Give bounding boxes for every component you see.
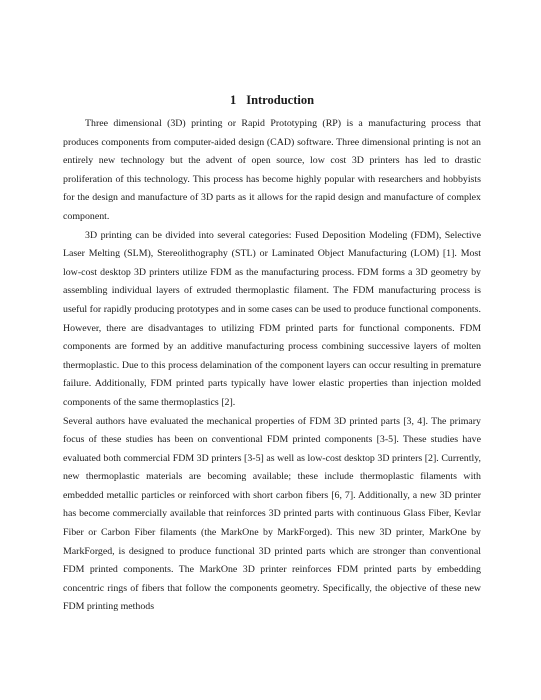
section-title: Introduction [246,93,315,107]
paper-page [63,92,481,617]
section-number: 1 [229,93,237,107]
paragraph-intro: Three dimensional (3D) printing or Rapid Prototyping (RP) is a manufacturing process that produces components from computer-aided design (CAD) software. Three dimensional printing is not an entirely new technology but the advent of open source, low cost 3D printers has led to drastic proliferation of this technology. This process has become highly popular with researchers and hobbyists for the design and manufacture of 3D parts as it allows for the rapid design and manufacture of complex component. [63,118,481,222]
section-heading [63,92,481,108]
paragraph-categories: 3D printing can be divided into several categories: Fused Deposition Modeling (FDM), Selective Laser Melting (SLM), Stereolithography (STL) or Laminated Object Manufacturing (LOM) [1]. Most low-cost desktop 3D printers utilize FDM as the manufacturing process. FDM forms a 3D geometry by assembling individual layers of extruded thermoplastic filament. The FDM manufacturing process is useful for rapidly producing prototypes and in some cases can be used to produce functional components. However, there are disadvantages to utilizing FDM printed parts for functional components. FDM components are formed by an additive manufacturing process combining successive layers of molten thermoplastic. Due to this process delamination of the component layers can occur resulting in premature failure. Additionally, FDM printed parts typically have lower elastic properties than injection molded components of the same thermoplastics [2]. [63,229,481,408]
paragraph-prior-work: Several authors have evaluated the mechanical properties of FDM 3D printed parts [3, 4]. The primary focus of these studies has been on conventional FDM printed components [3-5]. These studies have evaluated both commercial FDM 3D printers [3-5] as well as low-cost desktop 3D printers [2]. Currently, new thermoplastic materials are becoming available; these include thermoplastic filaments with embedded metallic particles or reinforced with short carbon fibers [6, 7]. Additionally, a new 3D printer has become commercially available that reinforces 3D printed parts with continuous Glass Fiber, Kevlar Fiber or Carbon Fiber filaments (the MarkOne by MarkForged). This new 3D printer, MarkOne by MarkForged, is designed to produce functional 3D printed parts which are stronger than conventional FDM printed components. The MarkOne 3D printer reinforces FDM printed parts by embedding concentric rings of fibers that follow the components geometry. Specifically, the objective of these new FDM printing methods [63,415,481,613]
